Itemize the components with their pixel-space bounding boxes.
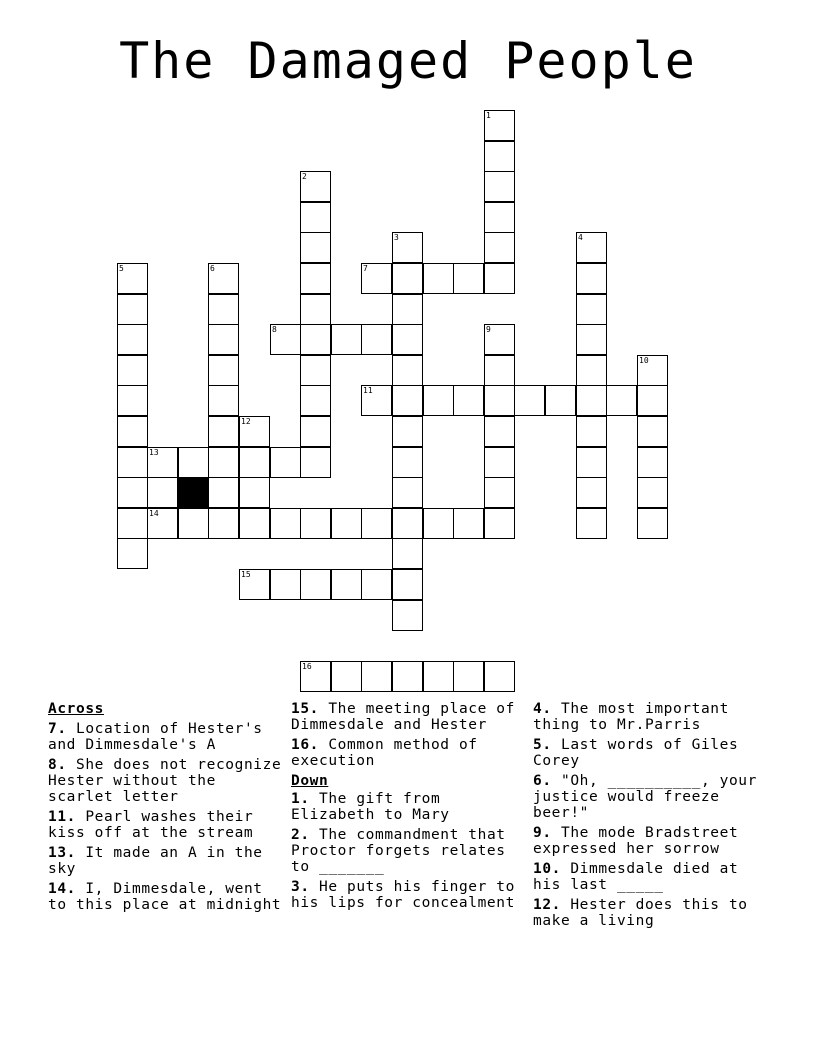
grid-cell[interactable] [392, 477, 423, 508]
clue-number: 6. [533, 773, 552, 789]
clue-text: He puts his finger to his lips for concealment [291, 879, 515, 911]
across-clue-8 [48, 757, 284, 805]
cell-number: 8 [272, 325, 277, 334]
grid-cell[interactable] [117, 477, 148, 508]
clue-number: 5. [533, 737, 552, 753]
grid-cell[interactable] [208, 355, 239, 386]
grid-cell[interactable] [423, 661, 454, 692]
down-clue-12 [533, 897, 769, 929]
clue-number: 15. [291, 701, 319, 717]
grid-cell[interactable] [637, 447, 668, 478]
clue-number: 12. [533, 897, 561, 913]
grid-cell[interactable] [576, 477, 607, 508]
grid-cell[interactable] [392, 232, 423, 263]
grid-cell[interactable] [423, 263, 454, 294]
grid-cell[interactable] [576, 416, 607, 447]
across-clue-13 [48, 845, 284, 877]
grid-cell[interactable] [576, 385, 607, 416]
down-clue-2 [291, 827, 527, 875]
clues-column-3 [533, 701, 769, 933]
clue-text: It made an A in the sky [48, 845, 263, 877]
clue-number: 13. [48, 845, 76, 861]
grid-cell[interactable] [331, 508, 362, 539]
down-clue-4 [533, 701, 769, 733]
grid-cell[interactable] [300, 232, 331, 263]
cell-number: 3 [394, 233, 399, 242]
grid-cell[interactable] [239, 508, 270, 539]
grid-cell[interactable] [117, 508, 148, 539]
grid-cell[interactable] [392, 447, 423, 478]
grid-cell[interactable] [484, 141, 515, 172]
grid-cell[interactable] [392, 600, 423, 631]
grid-cell[interactable] [576, 232, 607, 263]
grid-cell[interactable] [300, 263, 331, 294]
clue-text: Dimmesdale died at his last _____ [533, 861, 739, 893]
cell-number: 12 [241, 417, 251, 426]
across-clue-11 [48, 809, 284, 841]
cell-number: 11 [363, 386, 373, 395]
grid-cell[interactable] [392, 263, 423, 294]
clue-number: 14. [48, 881, 76, 897]
grid-cell[interactable] [453, 263, 484, 294]
clue-text: Last words of Giles Corey [533, 737, 739, 769]
grid-cell[interactable] [484, 110, 515, 141]
grid-cell[interactable] [606, 385, 637, 416]
grid-cell[interactable] [484, 324, 515, 355]
grid-cell[interactable] [270, 508, 301, 539]
grid-cell[interactable] [178, 447, 209, 478]
grid-cell[interactable] [208, 385, 239, 416]
clue-text: She does not recognize Hester without the scarlet letter [48, 757, 282, 805]
clue-number: 1. [291, 791, 310, 807]
cell-number: 7 [363, 264, 368, 273]
grid-cell[interactable] [208, 294, 239, 325]
grid-cell[interactable] [208, 447, 239, 478]
grid-cell[interactable] [270, 447, 301, 478]
black-square [178, 477, 209, 508]
clue-number: 3. [291, 879, 310, 895]
grid-cell[interactable] [300, 385, 331, 416]
grid-cell[interactable] [361, 508, 392, 539]
grid-cell[interactable] [361, 569, 392, 600]
clue-text: "Oh, __________, your justice would freeze beer!" [533, 773, 757, 821]
grid-cell[interactable] [300, 508, 331, 539]
grid-cell[interactable] [453, 385, 484, 416]
grid-cell[interactable] [331, 324, 362, 355]
grid-cell[interactable] [117, 538, 148, 569]
down-clue-5 [533, 737, 769, 769]
grid-cell[interactable] [392, 324, 423, 355]
puzzle-title: The Damaged People [119, 32, 697, 90]
cell-number: 9 [486, 325, 491, 334]
grid-cell[interactable] [117, 416, 148, 447]
grid-cell[interactable] [300, 447, 331, 478]
grid-cell[interactable] [239, 569, 270, 600]
clue-text: Location of Hester's and Dimmesdale's A [48, 721, 263, 753]
grid-cell[interactable] [637, 385, 668, 416]
cell-number: 5 [119, 264, 124, 273]
grid-cell[interactable] [208, 477, 239, 508]
grid-cell[interactable] [392, 538, 423, 569]
grid-cell[interactable] [484, 232, 515, 263]
grid-cell[interactable] [300, 569, 331, 600]
grid-cell[interactable] [300, 294, 331, 325]
grid-cell[interactable] [147, 477, 178, 508]
grid-cell[interactable] [576, 294, 607, 325]
clue-number: 11. [48, 809, 76, 825]
cell-number: 14 [149, 509, 159, 518]
grid-cell[interactable] [331, 569, 362, 600]
grid-cell[interactable] [300, 355, 331, 386]
grid-cell[interactable] [117, 447, 148, 478]
grid-cell[interactable] [637, 477, 668, 508]
grid-cell[interactable] [147, 447, 178, 478]
grid-cell[interactable] [239, 447, 270, 478]
grid-cell[interactable] [300, 171, 331, 202]
clue-number: 9. [533, 825, 552, 841]
grid-cell[interactable] [392, 416, 423, 447]
down-clue-1 [291, 791, 527, 823]
across-clue-14 [48, 881, 284, 913]
grid-cell[interactable] [484, 661, 515, 692]
grid-cell[interactable] [392, 661, 423, 692]
grid-cell[interactable] [392, 508, 423, 539]
grid-cell[interactable] [392, 294, 423, 325]
clue-number: 4. [533, 701, 552, 717]
cell-number: 15 [241, 570, 251, 579]
clue-number: 7. [48, 721, 67, 737]
clue-text: The meeting place of Dimmesdale and Hester [291, 701, 515, 733]
clue-number: 10. [533, 861, 561, 877]
grid-cell[interactable] [453, 661, 484, 692]
clues-column-2 [291, 701, 527, 915]
grid-cell[interactable] [117, 324, 148, 355]
grid-cell[interactable] [361, 263, 392, 294]
grid-cell[interactable] [208, 324, 239, 355]
grid-cell[interactable] [484, 385, 515, 416]
cell-number: 1 [486, 111, 491, 120]
down-clue-9 [533, 825, 769, 857]
grid-cell[interactable] [361, 385, 392, 416]
down-clue-3 [291, 879, 527, 911]
grid-cell[interactable] [637, 508, 668, 539]
grid-cell[interactable] [576, 355, 607, 386]
grid-cell[interactable] [484, 202, 515, 233]
grid-cell[interactable] [208, 416, 239, 447]
clue-text: Pearl washes their kiss off at the stream [48, 809, 254, 841]
cell-number: 4 [578, 233, 583, 242]
grid-cell[interactable] [178, 508, 209, 539]
grid-cell[interactable] [361, 661, 392, 692]
cell-number: 2 [302, 172, 307, 181]
cell-number: 16 [302, 662, 312, 671]
clue-text: The most important thing to Mr.Parris [533, 701, 729, 733]
across-clue-15 [291, 701, 527, 733]
grid-cell[interactable] [147, 508, 178, 539]
grid-cell[interactable] [300, 661, 331, 692]
grid-cell[interactable] [484, 508, 515, 539]
grid-cell[interactable] [117, 385, 148, 416]
clue-text: Hester does this to make a living [533, 897, 748, 929]
grid-cell[interactable] [576, 263, 607, 294]
grid-cell[interactable] [117, 263, 148, 294]
grid-cell[interactable] [576, 447, 607, 478]
grid-cell[interactable] [637, 416, 668, 447]
grid-cell[interactable] [117, 294, 148, 325]
clue-text: The mode Bradstreet expressed her sorrow [533, 825, 739, 857]
across-clue-16 [291, 737, 527, 769]
across-clue-7 [48, 721, 284, 753]
grid-cell[interactable] [545, 385, 576, 416]
grid-cell[interactable] [392, 355, 423, 386]
clue-text: Common method of execution [291, 737, 478, 769]
grid-cell[interactable] [331, 661, 362, 692]
grid-cell[interactable] [361, 324, 392, 355]
grid-cell[interactable] [270, 569, 301, 600]
grid-cell[interactable] [239, 477, 270, 508]
clue-number: 2. [291, 827, 310, 843]
grid-cell[interactable] [239, 416, 270, 447]
cell-number: 10 [639, 356, 649, 365]
cell-number: 13 [149, 448, 159, 457]
grid-cell[interactable] [576, 324, 607, 355]
grid-cell[interactable] [300, 324, 331, 355]
grid-cell[interactable] [208, 263, 239, 294]
grid-cell[interactable] [300, 202, 331, 233]
grid-cell[interactable] [423, 508, 454, 539]
clue-text: I, Dimmesdale, went to this place at midnight [48, 881, 282, 913]
grid-cell[interactable] [484, 263, 515, 294]
grid-cell[interactable] [117, 355, 148, 386]
down-clue-6 [533, 773, 769, 821]
clue-number: 8. [48, 757, 67, 773]
down-clue-10 [533, 861, 769, 893]
grid-cell[interactable] [514, 385, 545, 416]
grid-cell[interactable] [300, 416, 331, 447]
clue-text: The gift from Elizabeth to Mary [291, 791, 450, 823]
grid-cell[interactable] [453, 508, 484, 539]
cell-number: 6 [210, 264, 215, 273]
grid-cell[interactable] [484, 416, 515, 447]
clues-column-1 [48, 701, 284, 917]
grid-cell[interactable] [270, 324, 301, 355]
grid-cell[interactable] [392, 569, 423, 600]
grid-cell[interactable] [576, 508, 607, 539]
down-heading: Down [291, 773, 329, 789]
grid-cell[interactable] [484, 171, 515, 202]
grid-cell[interactable] [392, 385, 423, 416]
grid-cell[interactable] [208, 508, 239, 539]
across-heading: Across [48, 701, 104, 717]
clue-number: 16. [291, 737, 319, 753]
clue-text: The commandment that Proctor forgets relates to _______ [291, 827, 506, 875]
grid-cell[interactable] [484, 447, 515, 478]
grid-cell[interactable] [484, 477, 515, 508]
grid-cell[interactable] [423, 385, 454, 416]
grid-cell[interactable] [637, 355, 668, 386]
grid-cell[interactable] [484, 355, 515, 386]
